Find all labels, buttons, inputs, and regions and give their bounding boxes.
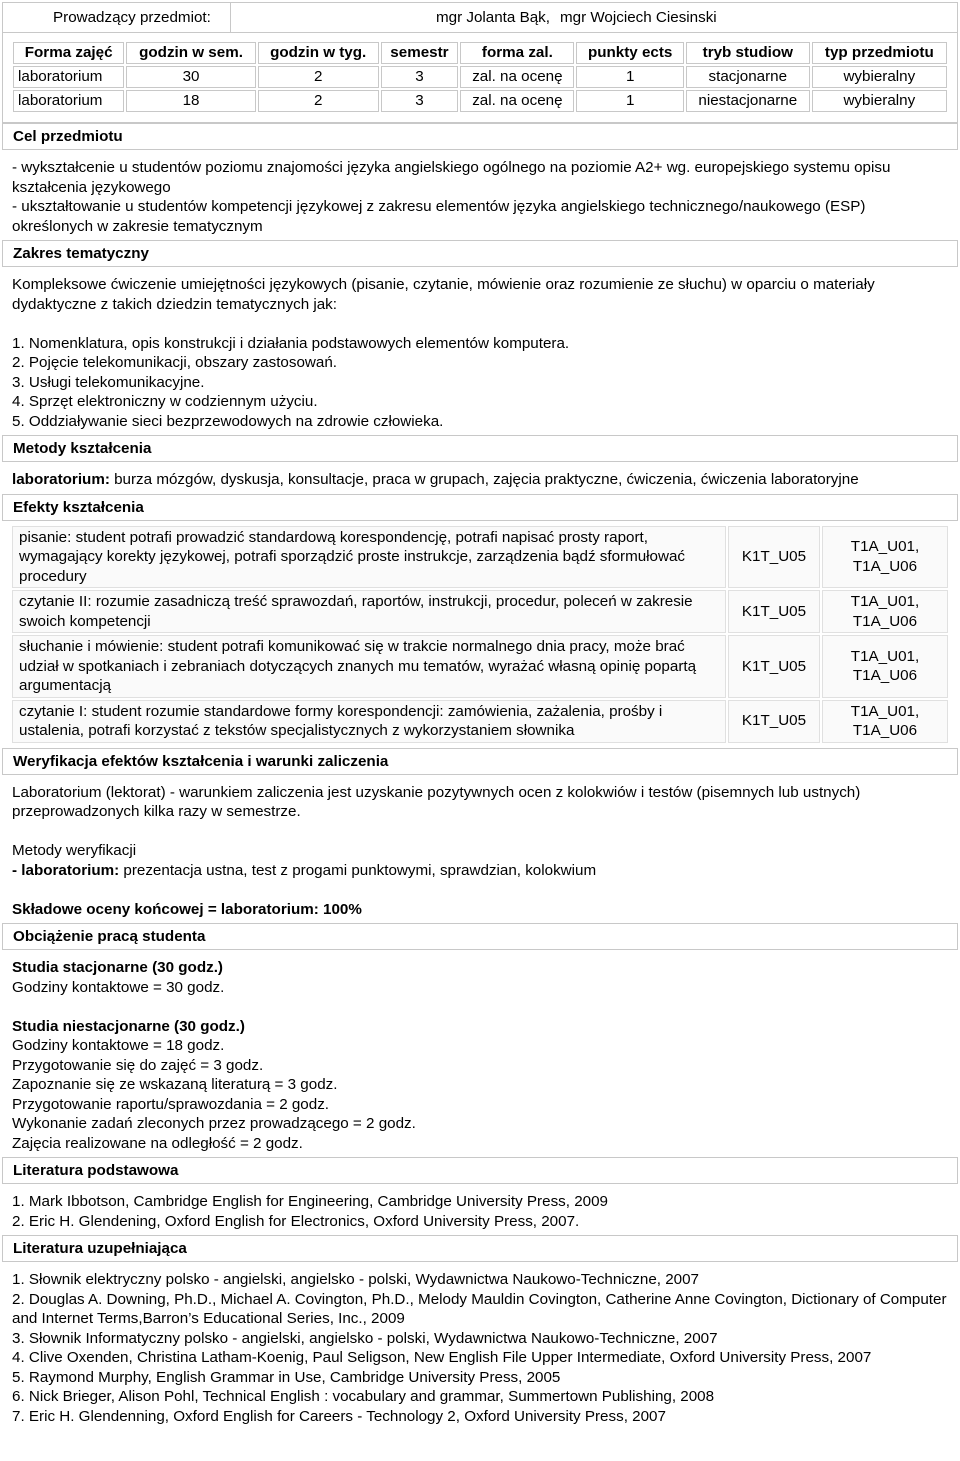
table-cell: 3: [381, 66, 459, 88]
list-item: 1. Słownik elektryczny polsko - angielski, angielsko - polski, Wydawnictwa Naukowo-Techniczne, 2007: [12, 1271, 699, 1288]
section-heading-efekty: Efekty kształcenia: [2, 494, 958, 521]
final-grade-composition: [12, 900, 948, 920]
section-heading-lit-uzup: Literatura uzupełniająca: [2, 1235, 958, 1262]
paragraph: Kompleksowe ćwiczenie umiejętności językowych (pisanie, czytanie, mówienie oraz rozumienie ze słuchu) w oparciu o materiały dydaktyczne z takich dziedzin tematycznych jak:: [12, 276, 875, 313]
subheading: [12, 958, 948, 978]
lecturer-label: Prowadzący przedmiot:: [3, 3, 231, 32]
section-body-lit-uzup: [2, 1262, 958, 1430]
effect-code: K1T_U05: [728, 590, 820, 633]
table-cell: niestacjonarne: [686, 90, 810, 112]
table-row: [12, 590, 948, 633]
table-cell: stacjonarne: [686, 66, 810, 88]
effect-reference: T1A_U01, T1A_U06: [822, 590, 948, 633]
list-item: 1. Mark Ibbotson, Cambridge English for Engineering, Cambridge University Press, 2009: [12, 1193, 608, 1210]
course-table-container: [2, 33, 958, 123]
column-header: forma zal.: [460, 42, 574, 64]
table-cell: 3: [381, 90, 459, 112]
syllabus-page: [2, 2, 958, 1430]
table-cell: zal. na ocenę: [460, 66, 574, 88]
paragraph: - ukształtowanie u studentów kompetencji językowej z zakresu elementów języka angielskiego technicznego/naukowego (ESP) określonych w zakresie tematycznym: [12, 198, 866, 235]
column-header: Forma zajęć: [13, 42, 124, 64]
paragraph: Laboratorium (lektorat) - warunkiem zaliczenia jest uzyskanie pozytywnych ocen z kolokwiów i testów (pisemnych lub ustnych) przeprowadzonych kilka razy w semestrze.: [12, 783, 861, 820]
list-item: 6. Nick Brieger, Alison Pohl, Technical English : vocabulary and grammar, Summertown Publishing, 2008: [12, 1388, 715, 1405]
list-item: 5. Oddziaływanie sieci bezprzewodowych na zdrowie człowieka.: [12, 412, 444, 430]
lecturer-names: [231, 3, 957, 32]
lecturer-name: mgr Wojciech Ciesinski: [559, 8, 717, 26]
list-item: 7. Eric H. Glendenning, Oxford English for Careers - Technology 2, Oxford University Press, 2007: [12, 1407, 666, 1425]
effect-reference: T1A_U01, T1A_U06: [822, 526, 948, 589]
list-item: Wykonanie zadań zleconych przez prowadzącego = 2 godz.: [12, 1115, 416, 1132]
section-heading-cel: Cel przedmiotu: [2, 123, 958, 150]
lecturer-name: mgr Jolanta Bąk,: [436, 8, 550, 26]
bold-text: Składowe oceny końcowej = laboratorium: 100%: [12, 900, 362, 918]
effect-code: K1T_U05: [728, 526, 820, 589]
table-cell: 2: [258, 66, 379, 88]
column-header: typ przedmiotu: [812, 42, 947, 64]
table-row: [12, 700, 948, 743]
column-header: punkty ects: [576, 42, 683, 64]
section-body-cel: [2, 150, 958, 240]
table-cell: laboratorium: [13, 66, 124, 88]
list-item: 5. Raymond Murphy, English Grammar in Use, Cambridge University Press, 2005: [12, 1368, 561, 1386]
table-row: [12, 526, 948, 589]
table-cell: 2: [258, 90, 379, 112]
list-item: 1. Nomenklatura, opis konstrukcji i działania podstawowych elementów komputera.: [12, 334, 570, 352]
table-cell: 1: [576, 90, 683, 112]
list-item: 3. Słownik Informatyczny polsko - angielski, angielsko - polski, Wydawnictwa Naukowo-Techniczne, 2007: [12, 1329, 718, 1347]
bold-text: Studia niestacjonarne (30 godz.): [12, 1017, 245, 1035]
paragraph-text: burza mózgów, dyskusja, konsultacje, praca w grupach, zajęcia praktyczne, ćwiczenia, ćwiczenia laboratoryjne: [109, 471, 859, 488]
section-body-lit-podst: [2, 1184, 958, 1235]
column-header: semestr: [381, 42, 459, 64]
effect-code: K1T_U05: [728, 700, 820, 743]
paragraph: [12, 861, 948, 881]
list-item: 3. Usługi telekomunikacyjne.: [12, 373, 205, 391]
bold-text: Studia stacjonarne (30 godz.): [12, 959, 223, 976]
effects-container: [2, 521, 958, 748]
effect-description: słuchanie i mówienie: student potrafi komunikować się w trakcie normalnego dnia pracy, może brać udział w spotkaniach i zebraniach dotyczących znanych mu tematów, wyrażać własną opinię popartą argumentacją: [12, 635, 726, 698]
list-item: Przygotowanie się do zajęć = 3 godz.: [12, 1056, 264, 1074]
lecturer-row: [2, 2, 958, 33]
effect-reference: T1A_U01, T1A_U06: [822, 635, 948, 698]
section-body-zakres: [2, 267, 958, 435]
table-cell: wybieralny: [812, 90, 947, 112]
effect-description: czytanie I: student rozumie standardowe formy korespondencji: zamówienia, zażalenia, prośby i ustalenia, potrafi korzystać z tekstów specjalistycznych z wykorzystaniem słownika: [12, 700, 726, 743]
effect-reference: T1A_U01, T1A_U06: [822, 700, 948, 743]
section-heading-weryfikacja: Weryfikacja efektów kształcenia i warunki zaliczenia: [2, 748, 958, 775]
table-cell: wybieralny: [812, 66, 947, 88]
section-heading-obciazenie: Obciążenie pracą studenta: [2, 923, 958, 950]
course-table: [11, 40, 949, 114]
section-heading-lit-podst: Literatura podstawowa: [2, 1157, 958, 1184]
list-item: Przygotowanie raportu/sprawozdania = 2 godz.: [12, 1095, 330, 1113]
table-row: [13, 66, 947, 88]
list-item: Godziny kontaktowe = 18 godz.: [12, 1037, 225, 1054]
bold-label: - laboratorium:: [12, 861, 120, 879]
column-header: godzin w sem.: [126, 42, 255, 64]
paragraph: - wykształcenie u studentów poziomu znajomości języka angielskiego ogólnego na poziomie A2+ wg. europejskiego systemu opisu kształcenia językowego: [12, 159, 891, 196]
section-body-weryfikacja: [2, 775, 958, 924]
section-body-metody: [2, 462, 958, 494]
effect-code: K1T_U05: [728, 635, 820, 698]
paragraph: [12, 470, 948, 490]
list-item: 2. Pojęcie telekomunikacji, obszary zastosowań.: [12, 354, 338, 371]
table-row: [12, 635, 948, 698]
list-item: 4. Clive Oxenden, Christina Latham-Koenig, Paul Seligson, New English File Upper Intermediate, Oxford University Press, 2007: [12, 1349, 872, 1366]
bold-label: laboratorium:: [12, 471, 110, 488]
column-header: godzin w tyg.: [258, 42, 379, 64]
list-item: 4. Sprzęt elektroniczny w codziennym użyciu.: [12, 393, 318, 410]
table-row: [13, 90, 947, 112]
table-header-row: [13, 42, 947, 64]
list-item: Zapoznanie się ze wskazaną literaturą = 3 godz.: [12, 1076, 338, 1093]
table-cell: 1: [576, 66, 683, 88]
table-cell: laboratorium: [13, 90, 124, 112]
effects-table: [10, 524, 950, 745]
list-item: 2. Eric H. Glendening, Oxford English for Electronics, Oxford University Press, 2007.: [12, 1212, 580, 1230]
column-header: tryb studiow: [686, 42, 810, 64]
list-item: Godziny kontaktowe = 30 godz.: [12, 978, 225, 996]
effect-description: pisanie: student potrafi prowadzić standardową korespondencję, potrafi napisać prosty raport, wymagający korekty językowej, potrafi sporządzić proste instrukcje, zarządzenia bądź sformułować procedury: [12, 526, 726, 589]
section-body-obciazenie: [2, 950, 958, 1157]
subheading: Metody weryfikacji: [12, 842, 137, 859]
section-heading-zakres: Zakres tematyczny: [2, 240, 958, 267]
subheading: [12, 1017, 948, 1037]
list-item: Zajęcia realizowane na odległość = 2 godz.: [12, 1134, 303, 1152]
effect-description: czytanie II: rozumie zasadniczą treść sprawozdań, raportów, instrukcji, procedur, poleceń w zakresie swoich kompetencji: [12, 590, 726, 633]
table-cell: zal. na ocenę: [460, 90, 574, 112]
paragraph-text: prezentacja ustna, test z progami punktowymi, sprawdzian, kolokwium: [119, 861, 597, 879]
table-cell: 18: [126, 90, 255, 112]
table-cell: 30: [126, 66, 255, 88]
section-heading-metody: Metody kształcenia: [2, 435, 958, 462]
list-item: 2. Douglas A. Downing, Ph.D., Michael A. Covington, Ph.D., Melody Mauldin Covington, Catherine Anne Covington, Dictionary of Computer and Internet Terms,Barron’s Educational Series, Inc., 2009: [12, 1290, 947, 1327]
